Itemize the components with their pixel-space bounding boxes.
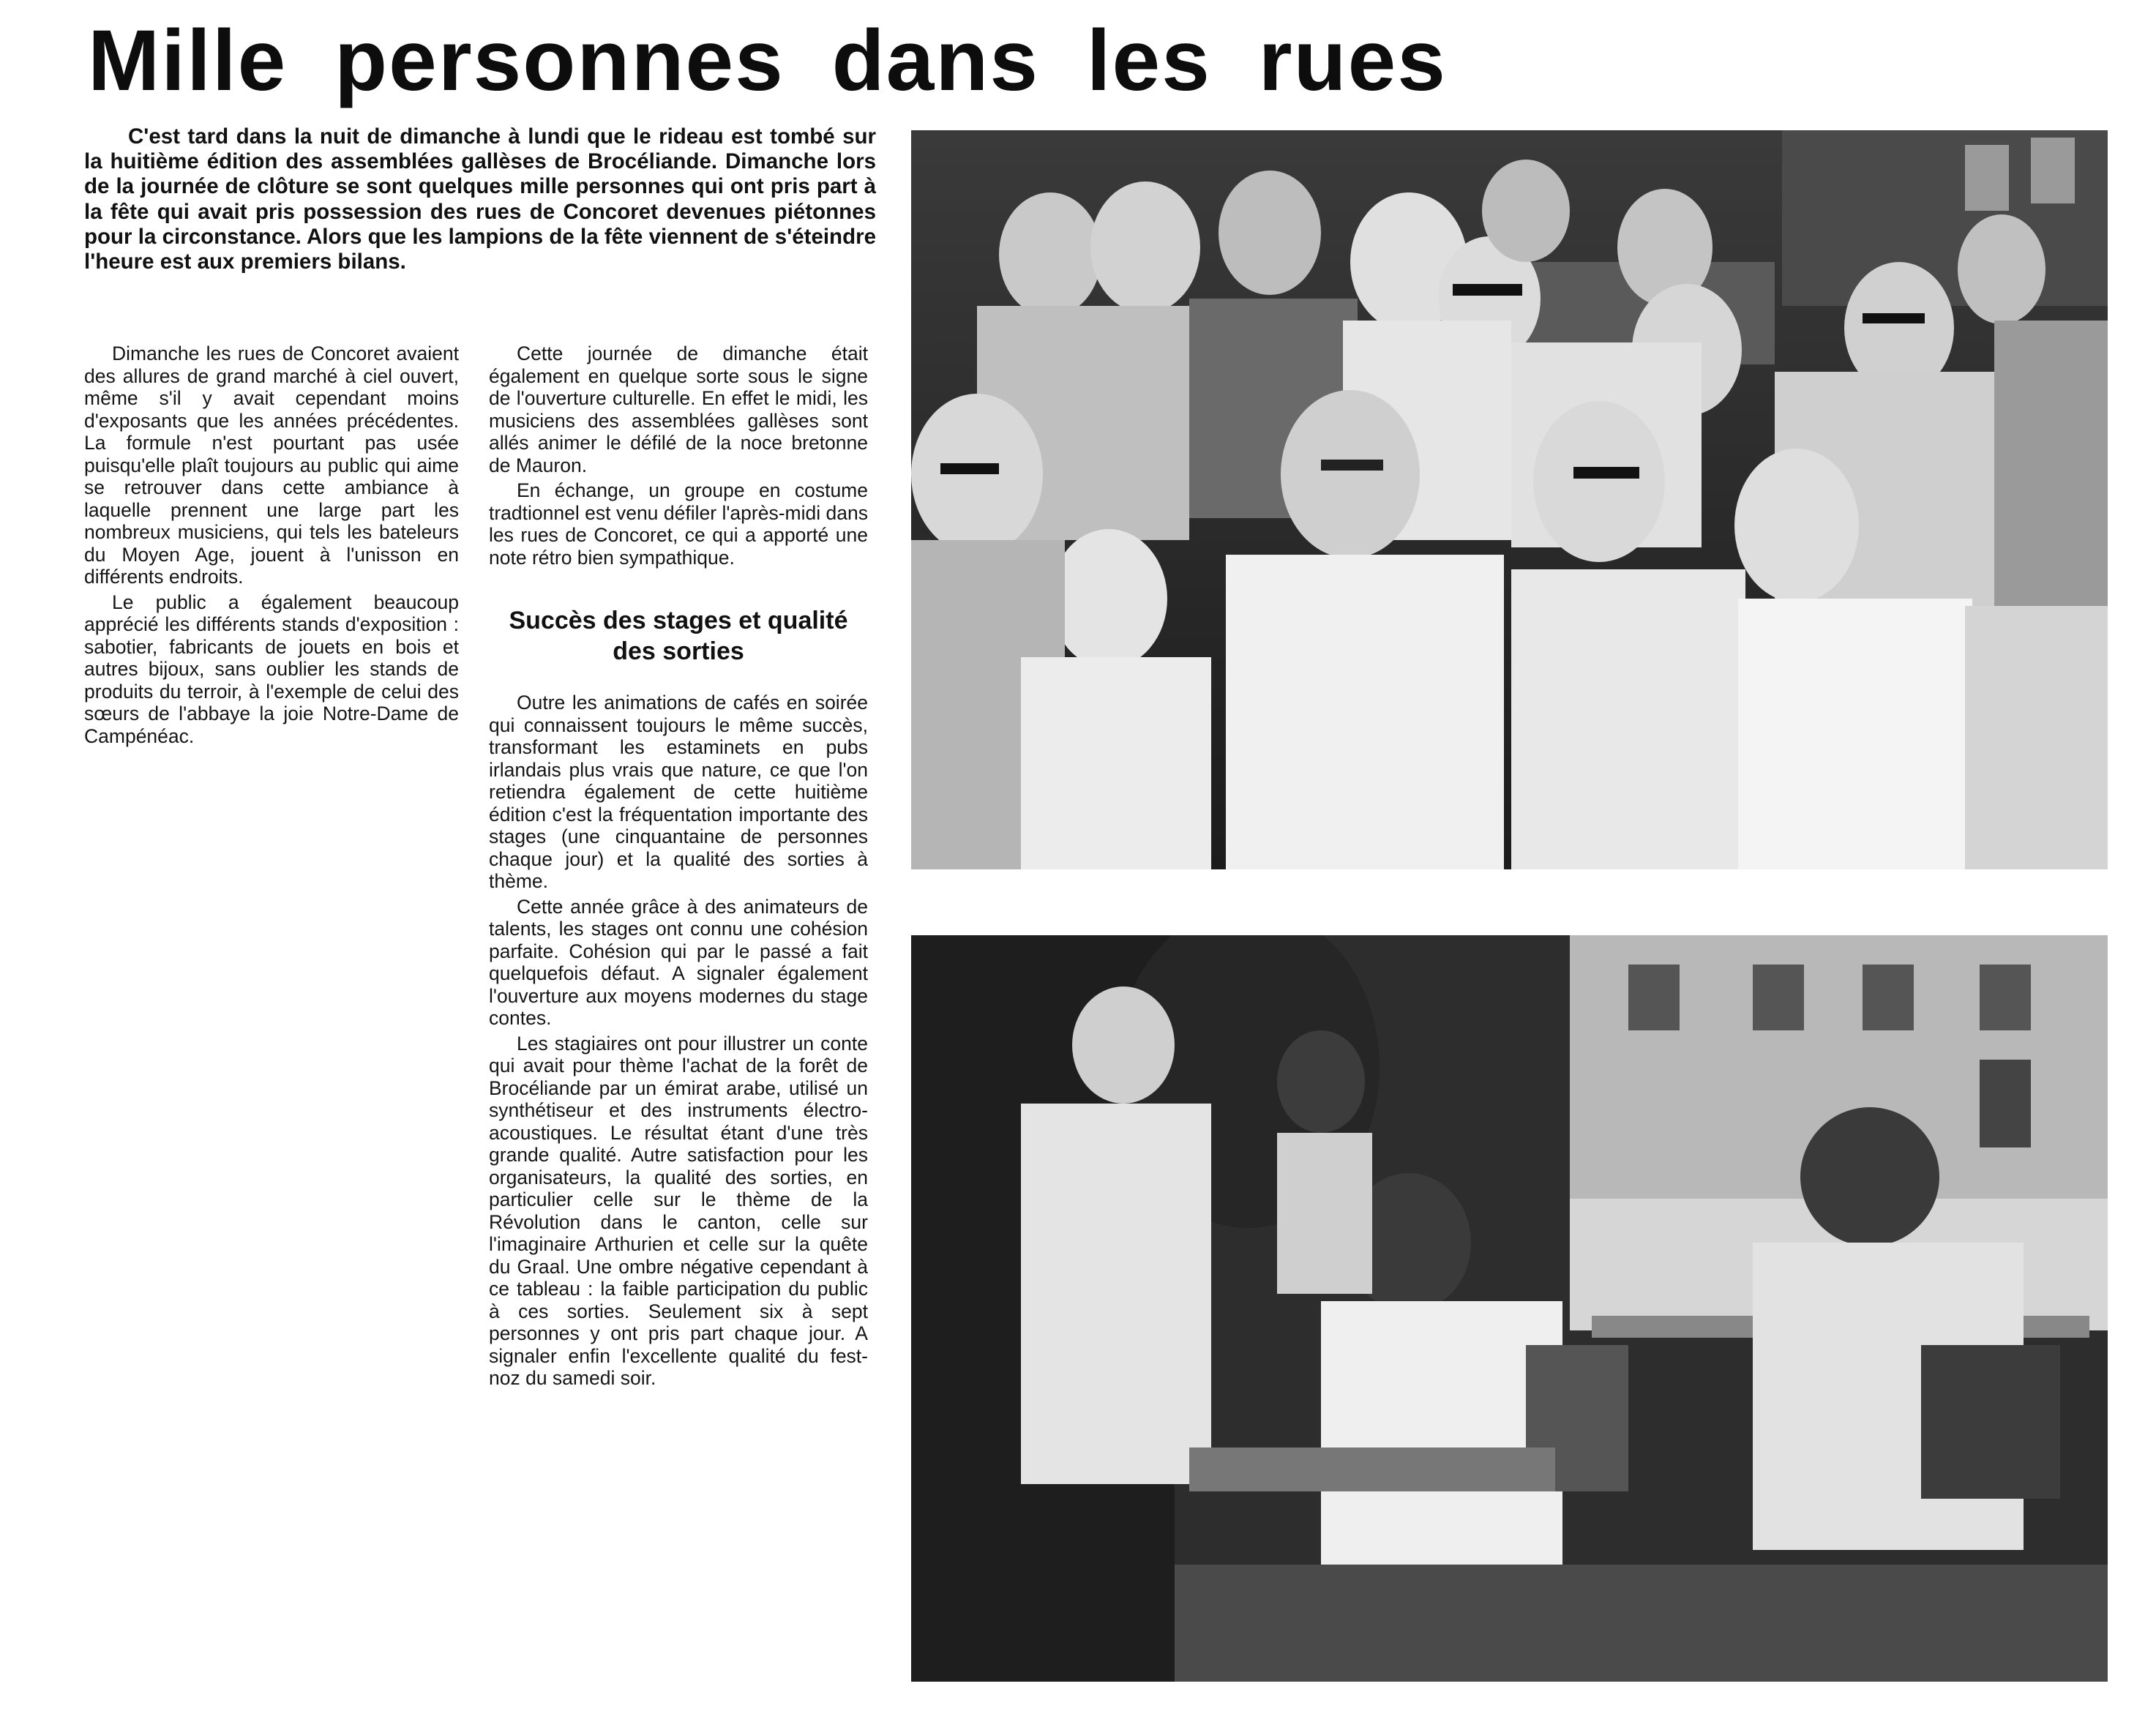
paragraph: Cette journée de dimanche était également en quelque sorte sous le signe de l'ouverture culturelle. En effet le midi, les musiciens des assemblées gallèses sont allés animer le défilé de la noce bretonne de Mauron.	[489, 342, 868, 476]
column-middle	[489, 342, 868, 1393]
column-left	[84, 342, 459, 750]
paragraph: Les stagiaires ont pour illustrer un conte qui avait pour thème l'achat de la forêt de Brocéliande par un émirat arabe, utilisé un synthétiseur et des instruments électro-acoustiques. Le résultat étant d'une très grande qualité. Autre satisfaction pour les organisateurs, la qualité des sorties, en particulier celle sur le thème de la Révolution dans le canton, celle sur l'imaginaire Arthurien et celle sur la quête du Graal. Une ombre négative cependant à ce tableau : la faible participation du public à ces sorties. Seulement six à sept personnes y ont pris part chaque jour. A signaler enfin l'excellente qualité du fest-noz du samedi soir.	[489, 1032, 868, 1389]
crowd-photo	[911, 130, 2108, 869]
paragraph: Outre les animations de cafés en soirée qui connaissent toujours le même succès, transformant les estaminets en pubs irlandais plus vrais que nature, ce que l'on retiendra également de cette huitième édition c'est la fréquentation importante des stages (une cinquantaine de personnes chaque jour) et la qualité des sorties à thème.	[489, 692, 868, 892]
paragraph: En échange, un groupe en costume tradtionnel est venu défiler l'après-midi dans les rues de Concoret, ce qui a apporté une note rétro bien sympathique.	[489, 479, 868, 569]
chapeau: C'est tard dans la nuit de dimanche à lundi que le rideau est tombé sur la huitième édition des assemblées gallèses de Brocéliande. Dimanche lors de la journée de clôture se sont quelques mille personnes qui ont pris part à la fête qui avait pris possession des rues de Concoret devenues piétonnes pour la circonstance. Alors que les lampions de la fête viennent de s'éteindre l'heure est aux premiers bilans.	[84, 124, 876, 274]
paragraph: Le public a également beaucoup apprécié les différents stands d'exposition : sabotier, fabricants de jouets en bois et autres bijoux, sans oublier les stands de produits du terroir, à l'exemple de celui des sœurs de l'abbaye la joie Notre-Dame de Campénéac.	[84, 591, 459, 747]
subheading: Succès des stages et qualité des sorties	[509, 607, 848, 665]
paragraph: Cette année grâce à des animateurs de talents, les stages ont connu une cohésion parfaite. Cohésion qui par le passé a fait quelquefois défaut. A signaler également l'ouverture aux moyens modernes du stage contes.	[489, 895, 868, 1029]
paragraph: Dimanche les rues de Concoret avaient des allures de grand marché à ciel ouvert, même s'il y avait cependant moins d'exposants que les années précédentes. La formule n'est pourtant pas usée puisqu'elle plaît toujours au public qui aime se retrouver dans cette ambiance à laquelle prennent une large part les nombreux musiciens, qui tels les bateleurs du Moyen Age, jouent à l'unisson en différents endroits.	[84, 342, 459, 588]
musicians-photo	[911, 935, 2108, 1682]
headline: Mille personnes dans les rues	[88, 12, 1447, 109]
